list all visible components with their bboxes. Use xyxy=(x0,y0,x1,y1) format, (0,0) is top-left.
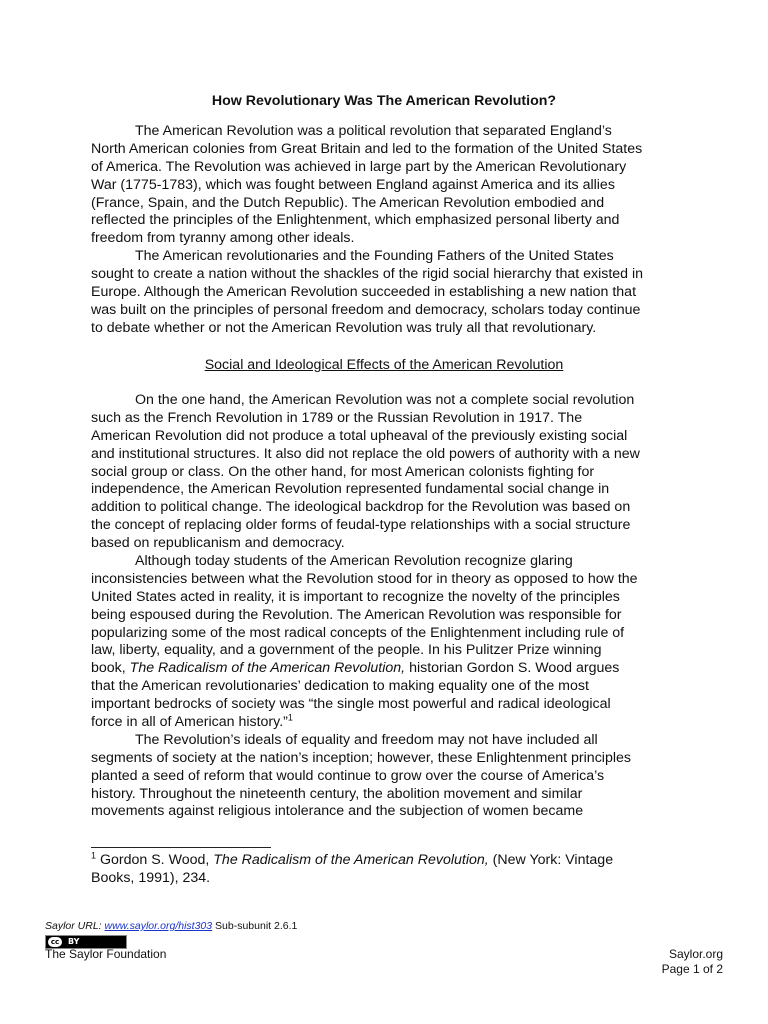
text-line: sought to create a nation without the shackles of the rigid social hierarchy that existed in xyxy=(91,266,644,283)
text-line: On the one hand, the American Revolution was not a complete social revolution xyxy=(135,392,635,408)
text-fragment: historian Gordon S. Wood argues xyxy=(405,660,620,677)
footnote-line xyxy=(91,852,731,870)
foundation-name: The Saylor Foundation xyxy=(45,947,167,961)
text-line: important bedrocks of society was “the single most powerful and radical ideological xyxy=(91,696,611,713)
text-line: movements against religious intolerance and the subjection of women became xyxy=(91,803,584,820)
text-line: Although today students of the American Revolution recognize glaring xyxy=(135,553,573,570)
text-line: The American revolutionaries and the Founding Fathers of the United States xyxy=(135,248,614,265)
document-title: How Revolutionary Was The American Revolution? xyxy=(211,93,557,109)
text-line: being espoused during the Revolution. The American Revolution was responsible for xyxy=(91,606,622,623)
text-line: the concept of replacing older forms of feudal-type relationships with a social structure xyxy=(91,517,631,534)
intro-paragraphs xyxy=(91,123,691,338)
text-line: that the American revolutionaries’ dedication to making equality one of the most xyxy=(91,678,589,695)
text-line: of America. The Revolution was achieved in large part by the American Revolutionary xyxy=(91,158,627,175)
quote-end-line xyxy=(91,714,691,732)
site-name: Saylor.org xyxy=(668,947,723,961)
footnote-line: Books, 1991), 234. xyxy=(91,870,211,886)
text-line: freedom from tyranny among other ideals. xyxy=(91,230,355,247)
cc-icon: cc xyxy=(48,937,62,947)
by-icon: BY xyxy=(68,937,80,946)
text-line: United States acted in reality, it is important to recognize the novelty of the principles xyxy=(91,588,620,605)
text-line: inconsistencies between what the Revolution stood for in theory as opposed to how the xyxy=(91,570,638,587)
text-line: Europe. Although the American Revolution succeeded in establishing a new nation that xyxy=(91,284,637,301)
text-line: based on republicanism and democracy. xyxy=(91,535,345,552)
course-link[interactable]: www.saylor.org/hist303 xyxy=(104,920,213,932)
url-label: Saylor URL: xyxy=(45,920,105,932)
text-line: segments of society at the nation’s inception; however, these Enlightenment principles xyxy=(91,749,631,766)
text-fragment: book, xyxy=(91,660,130,677)
text-line: North American colonies from Great Britain and led to the formation of the United States xyxy=(91,140,643,157)
section-paragraphs xyxy=(91,392,691,821)
book-citation-line xyxy=(91,660,691,678)
saylor-url-line xyxy=(45,920,297,933)
subunit-label: Sub-subunit 2.6.1 xyxy=(212,920,298,932)
text-line: popularizing some of the most radical concepts of the Enlightenment including rule of xyxy=(91,624,625,641)
text-line: social group or class. On the other hand, for most American colonists fighting for xyxy=(91,463,595,480)
text-line: planted a seed of reform that would continue to grow over the course of America’s xyxy=(91,767,605,784)
section-heading: Social and Ideological Effects of the American Revolution xyxy=(204,357,564,373)
text-line: and institutional structures. It also did not replace the old powers of authority with a new xyxy=(91,445,640,462)
footnote-divider xyxy=(91,847,271,848)
text-line: War (1775-1783), which was fought between England against America and its allies xyxy=(91,176,615,193)
text-line: The American Revolution was a political revolution that separated England’s xyxy=(135,123,612,139)
text-line: American Revolution did not produce a total upheaval of the previously existing social xyxy=(91,427,628,444)
footnote-number: 1 xyxy=(91,850,97,861)
text-line: reflected the principles of the Enlightenment, which emphasized personal liberty and xyxy=(91,212,620,229)
book-title: The Radicalism of the American Revolution, xyxy=(129,660,406,677)
text-fragment: (New York: Vintage xyxy=(488,852,614,868)
text-line: to debate whether or not the American Revolution was truly all that revolutionary. xyxy=(91,319,597,336)
text-line: independence, the American Revolution represented fundamental social change in xyxy=(91,481,610,498)
text-line: law, liberty, equality, and a government of the people. In his Pulitzer Prize winning xyxy=(91,642,602,659)
footnote-book-title: The Radicalism of the American Revolution, xyxy=(213,852,489,868)
page-number: Page 1 of 2 xyxy=(661,962,723,976)
text-line: The Revolution’s ideals of equality and freedom may not have included all xyxy=(135,731,598,748)
footnote xyxy=(91,852,731,888)
text-line: was built on the principles of personal freedom and democracy, scholars today continue xyxy=(91,301,641,318)
footnote-reference[interactable]: 1 xyxy=(287,712,293,723)
text-fragment: force in all of American history.” xyxy=(91,714,288,731)
text-line: such as the French Revolution in 1789 or the Russian Revolution in 1917. The xyxy=(91,409,583,426)
text-line: history. Throughout the nineteenth century, the abolition movement and similar xyxy=(91,785,583,802)
text-line: addition to political change. The ideological backdrop for the Revolution was based on xyxy=(91,499,631,516)
text-line: (France, Spain, and the Dutch Republic). The American Revolution embodied and xyxy=(91,194,605,211)
text-fragment: Gordon S. Wood, xyxy=(96,852,214,868)
